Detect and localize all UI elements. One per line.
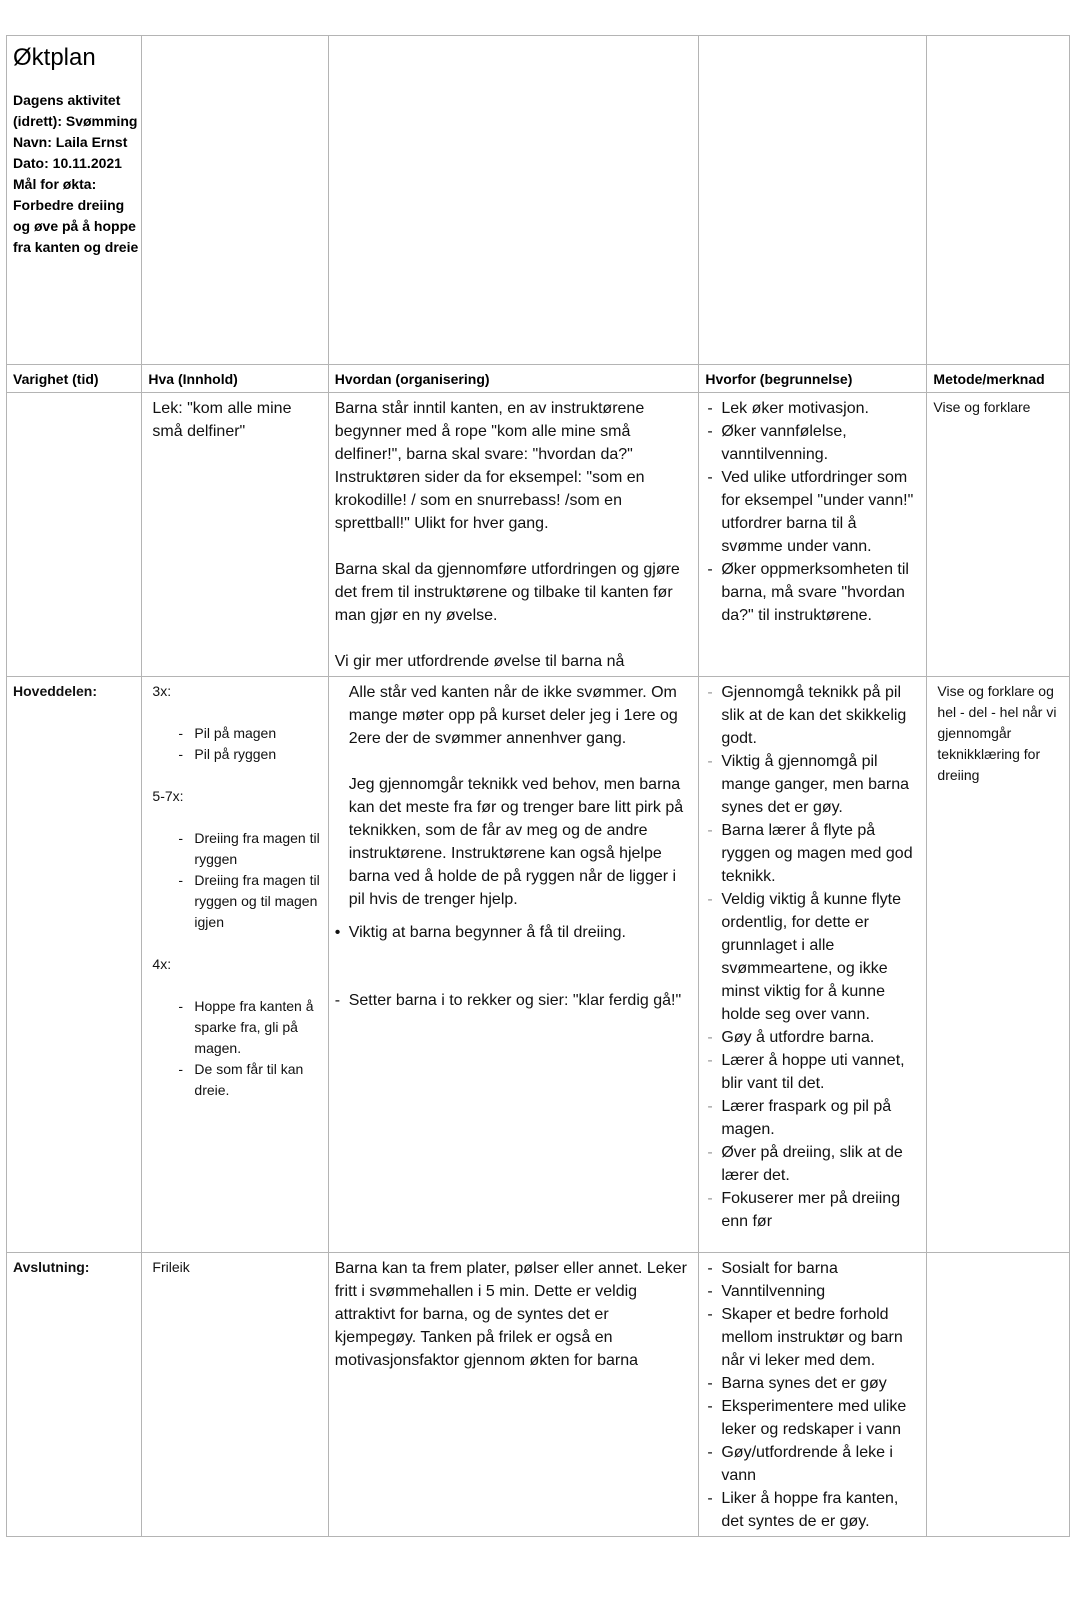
lesson-plan-table — [6, 35, 1070, 1537]
reason-cell — [699, 1253, 927, 1537]
goal-text: Mål for økta: Forbedre dreiing og øve på å hoppe fra kanten og dreie — [13, 176, 139, 255]
repetition-label: 5-7x: — [152, 788, 184, 804]
row-label: Hoveddelen: — [13, 683, 98, 699]
list-item: - Pil på magen — [178, 723, 321, 744]
organisation-cell — [328, 1253, 699, 1537]
plan-info-cell — [7, 36, 142, 365]
organisation-cell — [328, 393, 699, 677]
column-header: Metode/merknad — [927, 365, 1070, 393]
column-header: Hvordan (organisering) — [328, 365, 699, 393]
list-item: - Barna synes det er gøy — [705, 1372, 920, 1395]
plan-meta — [7, 72, 141, 258]
list-item: - Ved ulike utfordringer som for eksempel "under vann!" utfordrer barna til å svømme under vann. — [705, 466, 920, 558]
list-item: - De som får til kan dreie. — [178, 1059, 321, 1101]
column-header: Hvorfor (begrunnelse) — [699, 365, 927, 393]
list-item: - Lærer fraspark og pil på magen. — [705, 1095, 920, 1141]
paragraph: Barna kan ta frem plater, pølser eller annet. Leker fritt i svømmehallen i 5 min. Dette er veldig attraktivt for barna, og de syntes det er kjempegøy. Tanken på frilek er også en motivasjonsfaktor gjennom økten for barna — [334, 1260, 687, 1369]
title-row — [7, 36, 1070, 365]
list-item: - Dreiing fra magen til ryggen — [178, 828, 321, 870]
list-item: - Veldig viktig å kunne flyte ordentlig, for dette er grunnlaget i alle svømmeartene, og ikke minst viktig for å kunne holde seg over vann. — [705, 888, 920, 1026]
end-row — [7, 1253, 1070, 1537]
paragraph: Vi gir mer utfordrende øvelse til barna nå — [334, 653, 625, 670]
content-cell — [142, 677, 328, 1253]
paragraph: Jeg gjennomgår teknikk ved behov, men barna kan det meste fra før og trenger bare litt pirk på teknikken, som de får av meg og de andre instruktørene. Instruktørene kan også hjelpe barna ved å holde de på ryggen når de ligger i pil hvis de trenger hjelp. — [348, 776, 684, 908]
empty-cell — [328, 36, 699, 365]
reason-cell — [699, 393, 927, 677]
method-cell — [927, 1253, 1070, 1537]
duration-cell — [7, 393, 142, 677]
paragraph: Alle står ved kanten når de ikke svømmer. Om mange møter opp på kurset deler jeg i 1ere og 2ere der de svømmer annenhver gang. — [348, 684, 678, 747]
list-item: - Øker vannfølelse, vanntilvenning. — [705, 420, 920, 466]
list-item: - Viktig å gjennomgå pil mange ganger, men barna synes det er gøy. — [705, 750, 920, 819]
method-cell — [927, 393, 1070, 677]
list-item: - Gjennomgå teknikk på pil slik at de kan det skikkelig godt. — [705, 681, 920, 750]
list-item: - Gøy å utfordre barna. — [705, 1026, 920, 1049]
content-cell — [142, 393, 328, 677]
empty-cell — [927, 36, 1070, 365]
list-item: - Øver på dreiing, slik at de lærer det. — [705, 1141, 920, 1187]
column-header-row — [7, 365, 1070, 393]
duration-cell — [7, 677, 142, 1253]
duration-cell — [7, 1253, 142, 1537]
list-item: - Lek øker motivasjon. — [705, 397, 920, 420]
content-text: Lek: "kom alle mine små delfiner" — [152, 400, 292, 440]
name-text: Navn: Laila Ernst — [13, 134, 128, 150]
content-text: Frileik — [152, 1259, 190, 1275]
list-item: - Hoppe fra kanten å sparke fra, gli på magen. — [178, 996, 321, 1059]
list-item: - Dreiing fra magen til ryggen og til magen igjen — [178, 870, 321, 933]
method-cell — [927, 677, 1070, 1253]
intro-row — [7, 393, 1070, 677]
repetition-label: 4x: — [152, 956, 172, 972]
method-text: Vise og forklare — [933, 399, 1031, 415]
list-item: - Liker å hoppe fra kanten, det syntes de er gøy. — [705, 1487, 920, 1533]
empty-cell — [142, 36, 328, 365]
empty-cell — [699, 36, 927, 365]
list-item: - Setter barna i to rekker og sier: "klar ferdig gå!" — [335, 989, 693, 1012]
list-item: - Lærer å hoppe uti vannet, blir vant til det. — [705, 1049, 920, 1095]
main-row — [7, 677, 1070, 1253]
reason-cell — [699, 677, 927, 1253]
column-header: Varighet (tid) — [7, 365, 142, 393]
list-item: - Fokuserer mer på dreiing enn før — [705, 1187, 920, 1233]
bullet-item: • Viktig at barna begynner å få til dreiing. — [335, 921, 693, 944]
organisation-cell — [328, 677, 699, 1253]
date-text: Dato: 10.11.2021 — [13, 155, 122, 171]
column-header: Hva (Innhold) — [142, 365, 328, 393]
list-item: - Gøy/utfordrende å leke i vann — [705, 1441, 920, 1487]
list-item: - Sosialt for barna — [705, 1257, 920, 1280]
list-item: - Barna lærer å flyte på ryggen og magen med god teknikk. — [705, 819, 920, 888]
repetition-label: 3x: — [152, 683, 172, 699]
paragraph: Barna skal da gjennomføre utfordringen og gjøre det frem til instruktørene og tilbake til kanten før man gjør en ny øvelse. — [334, 561, 680, 624]
list-item: - Eksperimentere med ulike leker og redskaper i vann — [705, 1395, 920, 1441]
paragraph: Barna står inntil kanten, en av instruktørene begynner med å rope "kom alle mine små delfiner!", barna skal svare: "hvordan da?" Instruktøren sider da for eksempel: "som en krokodille! / som en snurrebass! /som en sprettball!" Ulikt for hver gang. — [334, 400, 645, 532]
row-label: Avslutning: — [13, 1259, 90, 1275]
method-text: Vise og forklare og hel - del - hel når vi gjennomgår teknikklæring for dreiing — [937, 683, 1057, 783]
activity-text: Dagens aktivitet (idrett): Svømming — [13, 92, 138, 129]
list-item: - Øker oppmerksomheten til barna, må svare "hvordan da?" til instruktørene. — [705, 558, 920, 627]
list-item: - Vanntilvenning — [705, 1280, 920, 1303]
content-cell — [142, 1253, 328, 1537]
list-item: - Pil på ryggen — [178, 744, 321, 765]
list-item: - Skaper et bedre forhold mellom instruktør og barn når vi leker med dem. — [705, 1303, 920, 1372]
page-title: Øktplan — [13, 44, 96, 71]
